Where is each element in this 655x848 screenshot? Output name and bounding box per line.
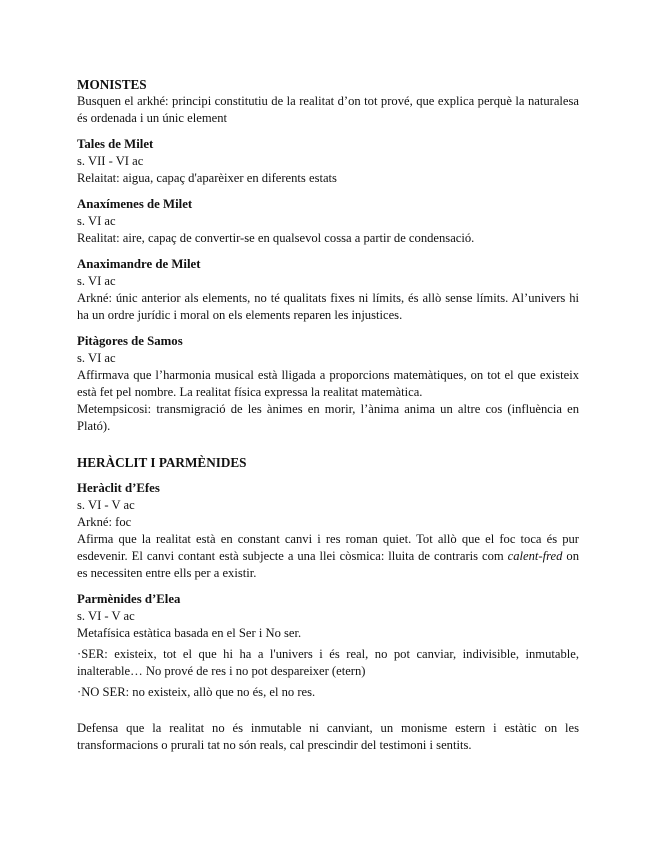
philosopher-name-anaximandre: Anaximandre de Milet — [77, 257, 201, 271]
philosopher-desc-pitagores-2: Metempsicosi: transmigració de les ànimes en morir, l’ànima anima un altre cos (influència en Plató). — [77, 402, 579, 433]
parmenides-noser-item: ·NO SER: no existeix, allò que no és, el no res. — [77, 685, 316, 699]
philosopher-name-parmenides: Parmènides d’Elea — [77, 592, 181, 606]
section-heading-monistes: MONISTES — [77, 77, 147, 92]
philosopher-period-anaximenes: s. VI ac — [77, 214, 116, 228]
philosopher-desc-anaximandre: Arkné: únic anterior als elements, no té qualitats fixes ni límits, és allò sense límits. Al’univers hi ha un ordre jurídic i moral on els elements reparen les injustices. — [77, 291, 579, 322]
heraclit-desc-emphasis: calent-fred — [507, 549, 563, 563]
philosopher-name-heraclit: Heràclit d’Efes — [77, 481, 160, 495]
parmenides-conclusion: Defensa que la realitat no és inmutable ni canviant, un monisme estern i estàtic on les transformacions o prurali tat no són reals, cal prescindir del testimoni i sentits. — [77, 721, 579, 752]
section-heading-heraclit-parmenides: HERÀCLIT I PARMÈNIDES — [77, 455, 247, 470]
monistes-intro: Busquen el arkhé: principi constitutiu de la realitat d’on tot prové, que explica perquè la naturalesa és ordenada i un únic element — [77, 94, 579, 125]
philosopher-name-tales: Tales de Milet — [77, 137, 154, 151]
philosopher-desc-pitagores-1: Affirmava que l’harmonia musical està lligada a proporcions matemàtiques, on tot el que existeix està fet pel nombre. La realitat física expressa la realitat matemàtica. — [77, 368, 579, 399]
heraclit-desc-after: on es necessiten entre ells per a existir. — [77, 549, 579, 580]
philosopher-desc-anaximenes: Realitat: aire, capaç de convertir-se en qualsevol cossa a partir de condensació. — [77, 231, 475, 245]
philosopher-period-anaximandre: s. VI ac — [77, 274, 116, 288]
parmenides-ser-item: ·SER: existeix, tot el que hi ha a l'univers i és real, no pot canviar, indivisible, inmutable, inalterable… No prové de res i no pot despareixer (etern) — [77, 647, 579, 678]
philosopher-period-tales: s. VII - VI ac — [77, 154, 144, 168]
philosopher-name-anaximenes: Anaxímenes de Milet — [77, 197, 193, 211]
philosopher-period-pitagores: s. VI ac — [77, 351, 116, 365]
philosopher-name-pitagores: Pitàgores de Samos — [77, 334, 183, 348]
philosopher-period-parmenides: s. VI - V ac — [77, 609, 135, 623]
philosopher-period-heraclit: s. VI - V ac — [77, 498, 135, 512]
philosopher-arkhe-heraclit: Arkné: foc — [77, 515, 132, 529]
philosopher-desc-tales: Relaitat: aigua, capaç d'aparèixer en diferents estats — [77, 171, 337, 185]
philosopher-desc-heraclit — [77, 531, 579, 582]
philosopher-desc-parmenides: Metafísica estàtica basada en el Ser i No ser. — [77, 626, 302, 640]
heraclit-desc-before: Afirma que la realitat està en constant canvi i res roman quiet. Tot allò que el foc toca és pur esdevenir. El canvi contant està subjecte a una llei còsmica: lluita de contraris com — [77, 532, 579, 563]
document-page — [77, 76, 579, 754]
